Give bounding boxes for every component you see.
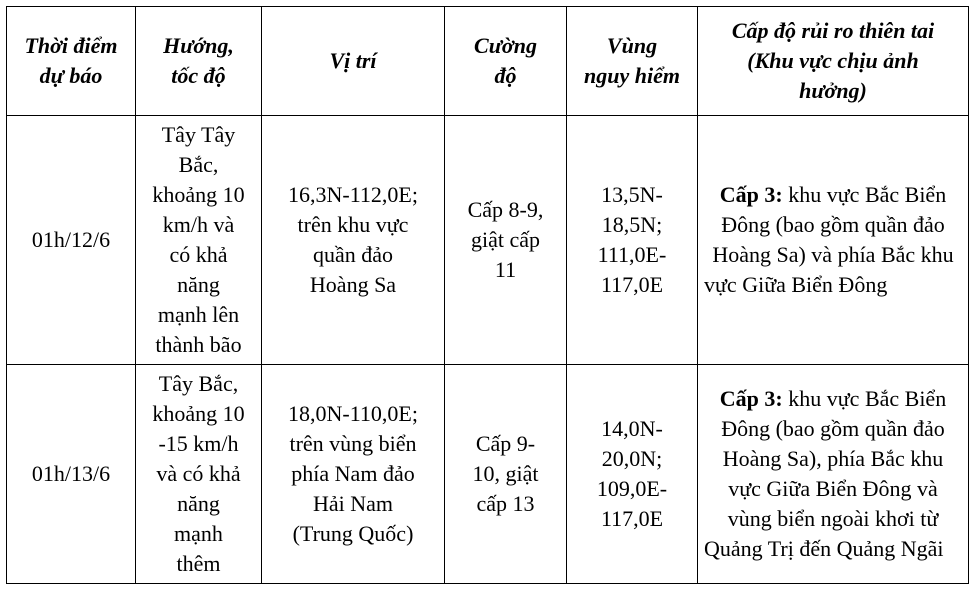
header-intensity: Cường độ bbox=[445, 7, 567, 116]
risk-level-label: Cấp 3: bbox=[719, 386, 783, 411]
cell-position: 16,3N-112,0E; trên khu vực quần đảo Hoàng Sa bbox=[262, 116, 445, 365]
cell-intensity: Cấp 9- 10, giật cấp 13 bbox=[445, 365, 567, 584]
forecast-table bbox=[6, 6, 969, 584]
cell-time: 01h/13/6 bbox=[7, 365, 136, 584]
risk-area-text: khu vực Bắc Biển Đông (bao gồm quần đảo Hoàng Sa) và phía Bắc khu vực Giữa Biển Đông bbox=[704, 182, 954, 297]
header-direction-speed: Hướng, tốc độ bbox=[136, 7, 262, 116]
cell-time: 01h/12/6 bbox=[7, 116, 136, 365]
header-forecast-time: Thời điểm dự báo bbox=[7, 7, 136, 116]
cell-direction: Tây Tây Bắc, khoảng 10 km/h và có khả năng mạnh lên thành bão bbox=[136, 116, 262, 365]
header-risk-level: Cấp độ rủi ro thiên tai (Khu vực chịu ảnh hưởng) bbox=[698, 7, 969, 116]
cell-position: 18,0N-110,0E; trên vùng biển phía Nam đảo Hải Nam (Trung Quốc) bbox=[262, 365, 445, 584]
table-row bbox=[7, 116, 969, 365]
cell-danger-zone: 14,0N- 20,0N; 109,0E- 117,0E bbox=[567, 365, 698, 584]
table-row bbox=[7, 365, 969, 584]
risk-area-text: khu vực Bắc Biển Đông (bao gồm quần đảo Hoàng Sa), phía Bắc khu vực Giữa Biển Đông và vùng biển ngoài khơi từ Quảng Trị đến Quảng Ngãi bbox=[704, 386, 947, 561]
header-position: Vị trí bbox=[262, 7, 445, 116]
header-danger-zone: Vùng nguy hiểm bbox=[567, 7, 698, 116]
cell-risk-level bbox=[698, 116, 969, 365]
cell-danger-zone: 13,5N- 18,5N; 111,0E- 117,0E bbox=[567, 116, 698, 365]
cell-intensity: Cấp 8-9, giật cấp 11 bbox=[445, 116, 567, 365]
header-row bbox=[7, 7, 969, 116]
cell-risk-level bbox=[698, 365, 969, 584]
cell-direction: Tây Bắc, khoảng 10 -15 km/h và có khả năng mạnh thêm bbox=[136, 365, 262, 584]
risk-level-label: Cấp 3: bbox=[719, 182, 783, 207]
